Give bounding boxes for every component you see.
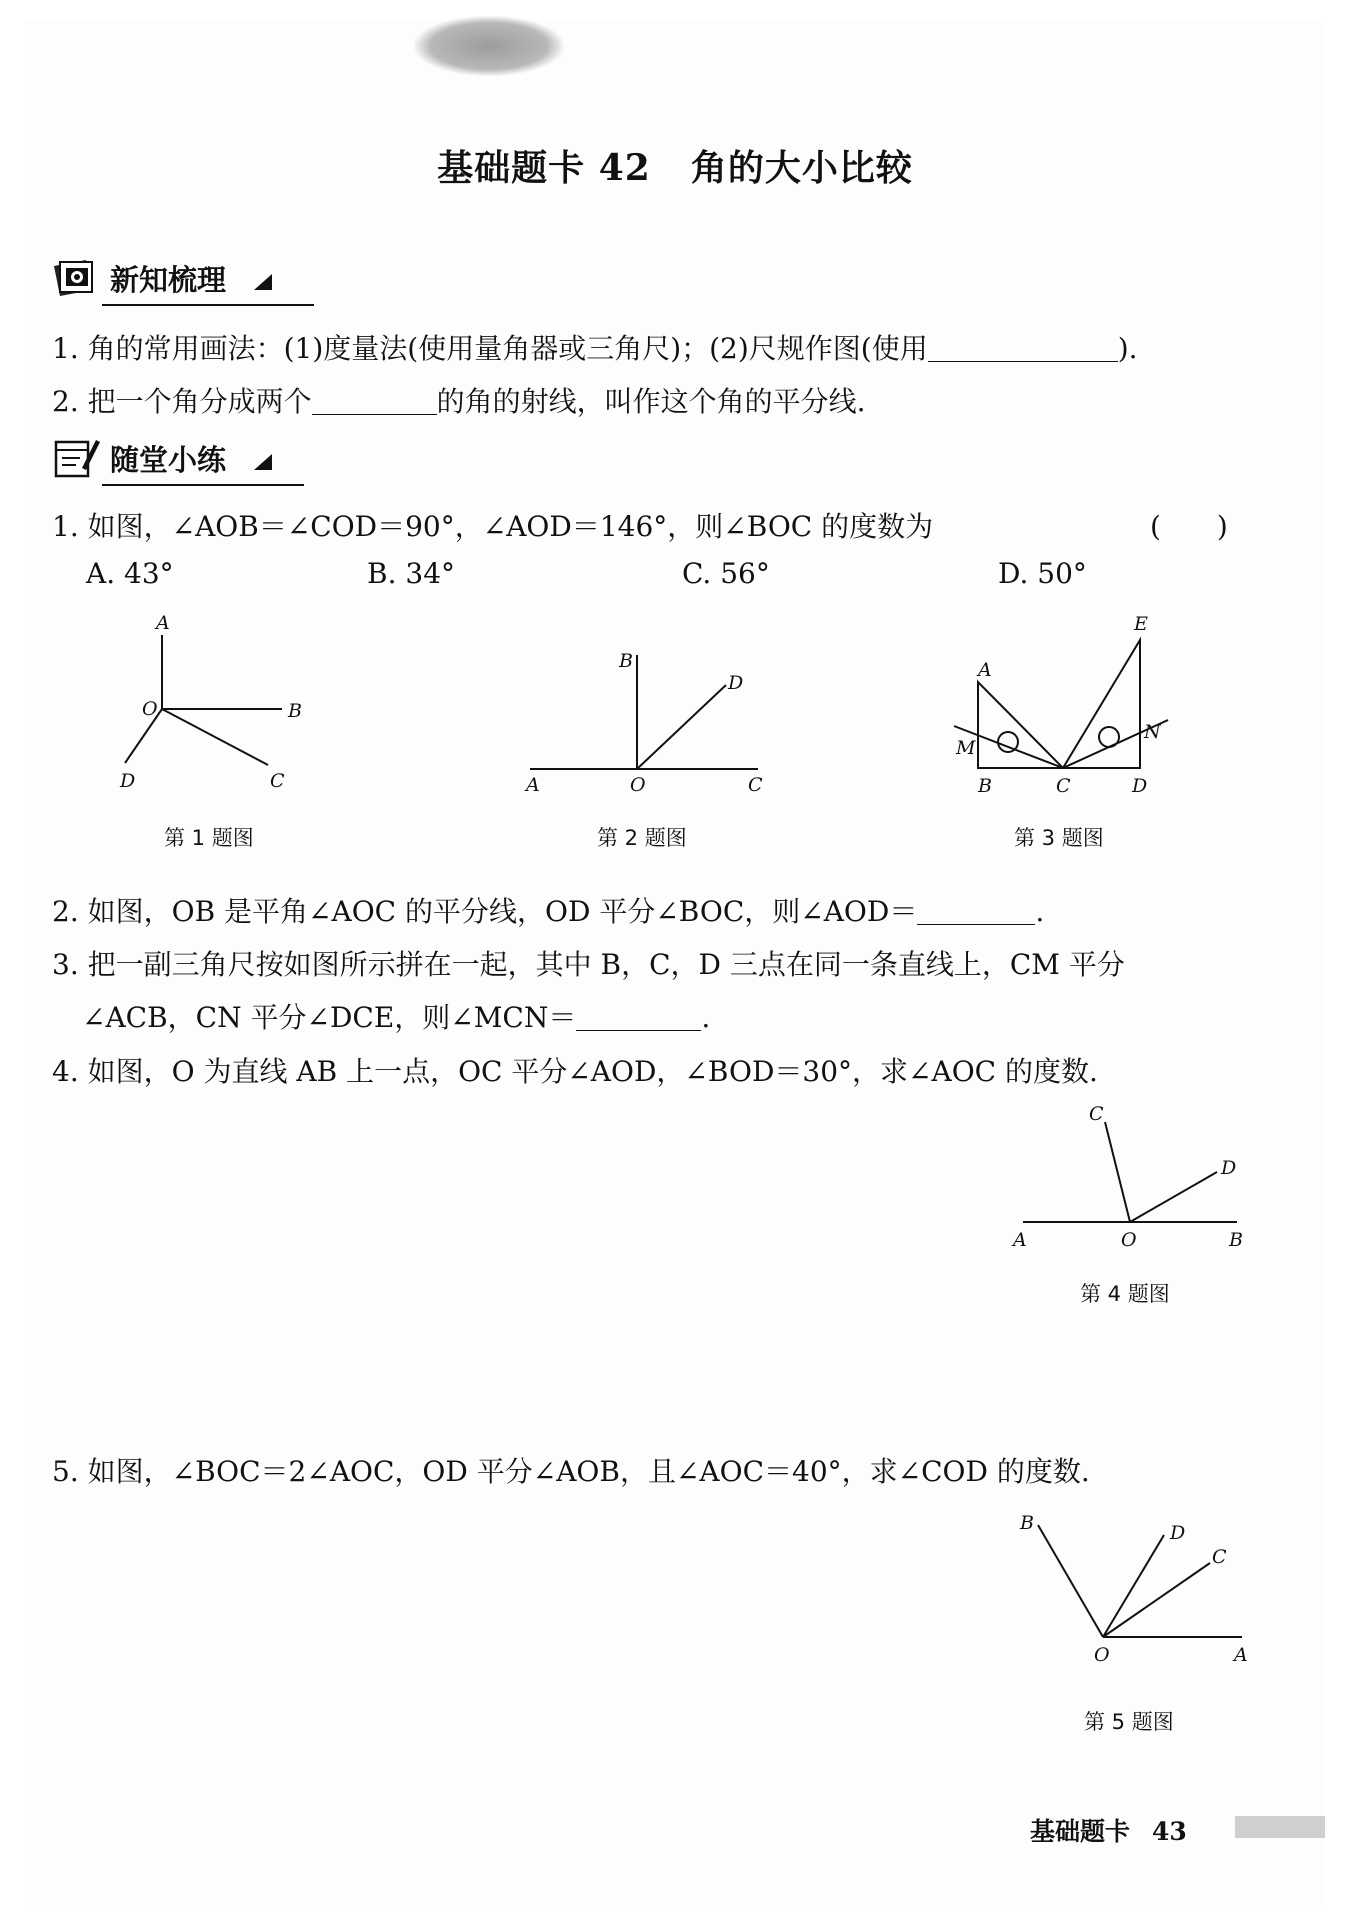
- knowledge-item-2-end: 的角的射线，叫作这个角的平分线.: [436, 385, 866, 418]
- point-label-a: A: [526, 774, 540, 795]
- point-label-b: B: [978, 775, 992, 797]
- page-title: [0, 140, 1350, 191]
- point-label-o: O: [1094, 1644, 1110, 1665]
- figure-4: [1005, 1100, 1255, 1254]
- corner-triangle-icon: [254, 274, 272, 290]
- knowledge-item-1-end: ).: [1117, 332, 1138, 365]
- section-label-practice: 随堂小练: [110, 442, 227, 477]
- figure-5: [1010, 1505, 1260, 1669]
- figure-3: [948, 608, 1178, 802]
- binder-tab-shadow: [414, 16, 564, 76]
- point-label-b: B: [1020, 1512, 1034, 1534]
- answer-paren[interactable]: ( ): [1150, 510, 1228, 543]
- triangle-abc: [978, 682, 1063, 768]
- ray-ob: [1038, 1525, 1103, 1637]
- question-3-text: ∠ACB，CN 平分∠DCE，则∠MCN＝: [82, 1001, 577, 1034]
- triangle-hole: [1099, 727, 1119, 747]
- knowledge-item-1: [52, 327, 1138, 367]
- knowledge-item-2-text: 2. 把一个角分成两个: [52, 385, 312, 418]
- question-5: 5. 如图，∠BOC＝2∠AOC，OD 平分∠AOB，且∠AOC＝40°，求∠COD 的度数.: [52, 1455, 1090, 1488]
- question-2-text: 2. 如图，OB 是平角∠AOC 的平分线，OD 平分∠BOC，则∠AOD＝: [52, 895, 918, 928]
- point-label-e: E: [1134, 613, 1148, 635]
- knowledge-item-1-text: 1. 角的常用画法：(1)度量法(使用量角器或三角尺)；(2)尺规作图(使用: [52, 332, 928, 365]
- answer-blank[interactable]: [928, 333, 1118, 362]
- ray-oc: [162, 709, 268, 765]
- footer-bar: [1235, 1816, 1325, 1838]
- title-card-number: 基础题卡 42: [437, 147, 651, 189]
- point-label-o: O: [630, 774, 646, 795]
- point-label-c: C: [270, 770, 285, 792]
- point-label-c: C: [1056, 775, 1071, 797]
- figure-1-caption: 第 1 题图: [164, 826, 254, 850]
- option-c[interactable]: C. 56°: [682, 557, 770, 590]
- section-underline: [102, 304, 314, 306]
- question-3-line-1: 3. 把一副三角尺按如图所示拼在一起，其中 B，C，D 三点在同一条直线上，CM 平分: [52, 948, 1125, 981]
- point-label-d: D: [728, 672, 744, 694]
- option-a[interactable]: A. 43°: [86, 557, 174, 590]
- ray-od: [1130, 1172, 1217, 1222]
- camera-icon: [52, 256, 100, 300]
- section-label-knowledge: 新知梳理: [110, 262, 227, 297]
- question-3-line-2: [82, 996, 710, 1036]
- question-1: 1. 如图，∠AOB＝∠COD＝90°，∠AOD＝146°，则∠BOC 的度数为: [52, 510, 934, 543]
- point-label-c: C: [1212, 1546, 1227, 1568]
- point-label-m: M: [956, 737, 976, 759]
- question-2-end: .: [1035, 895, 1045, 928]
- figure-5-caption: 第 5 题图: [1084, 1710, 1174, 1734]
- knowledge-item-2: [52, 380, 866, 420]
- figure-1: [110, 615, 310, 799]
- ray-od: [637, 685, 726, 769]
- section-header-practice: [52, 436, 304, 480]
- section-header-knowledge: [52, 256, 314, 300]
- point-label-a: A: [156, 615, 170, 634]
- point-label-o: O: [142, 698, 158, 720]
- figure-2-caption: 第 2 题图: [597, 826, 687, 850]
- point-label-d: D: [1221, 1157, 1237, 1179]
- question-3-end: .: [701, 1001, 711, 1034]
- option-d[interactable]: D. 50°: [998, 557, 1087, 590]
- question-4: 4. 如图，O 为直线 AB 上一点，OC 平分∠AOD，∠BOD＝30°，求∠AOC 的度数.: [52, 1055, 1098, 1088]
- point-label-b: B: [619, 650, 633, 672]
- point-label-d: D: [1132, 775, 1148, 797]
- ray-od: [1103, 1535, 1164, 1637]
- answer-blank[interactable]: [917, 896, 1035, 925]
- page-number: 43: [1152, 1817, 1187, 1846]
- point-label-a: A: [1013, 1229, 1027, 1250]
- point-label-b: B: [288, 700, 302, 722]
- figure-3-caption: 第 3 题图: [1014, 826, 1104, 850]
- section-underline: [102, 484, 304, 486]
- answer-blank[interactable]: [312, 386, 437, 415]
- figure-4-caption: 第 4 题图: [1080, 1282, 1170, 1306]
- page-footer: [1030, 1812, 1187, 1848]
- point-label-c: C: [748, 774, 763, 795]
- point-label-b: B: [1229, 1229, 1243, 1250]
- footer-label: 基础题卡: [1030, 1817, 1131, 1846]
- ray-oc: [1105, 1122, 1130, 1222]
- point-label-d: D: [120, 770, 136, 792]
- notebook-pencil-icon: [52, 436, 100, 480]
- point-label-n: N: [1144, 721, 1161, 743]
- point-label-c: C: [1089, 1103, 1104, 1125]
- answer-blank[interactable]: [576, 1002, 701, 1031]
- ray-oc: [1103, 1563, 1210, 1637]
- triangle-hole: [998, 732, 1018, 752]
- point-label-a: A: [978, 659, 992, 681]
- figure-2: [520, 645, 770, 799]
- triangle-cde: [1063, 640, 1140, 768]
- point-label-a: A: [1234, 1644, 1248, 1665]
- corner-triangle-icon: [254, 454, 272, 470]
- point-label-d: D: [1170, 1522, 1186, 1544]
- point-label-o: O: [1121, 1229, 1137, 1250]
- option-b[interactable]: B. 34°: [367, 557, 456, 590]
- question-2: [52, 890, 1044, 930]
- title-topic: 角的大小比较: [690, 147, 913, 189]
